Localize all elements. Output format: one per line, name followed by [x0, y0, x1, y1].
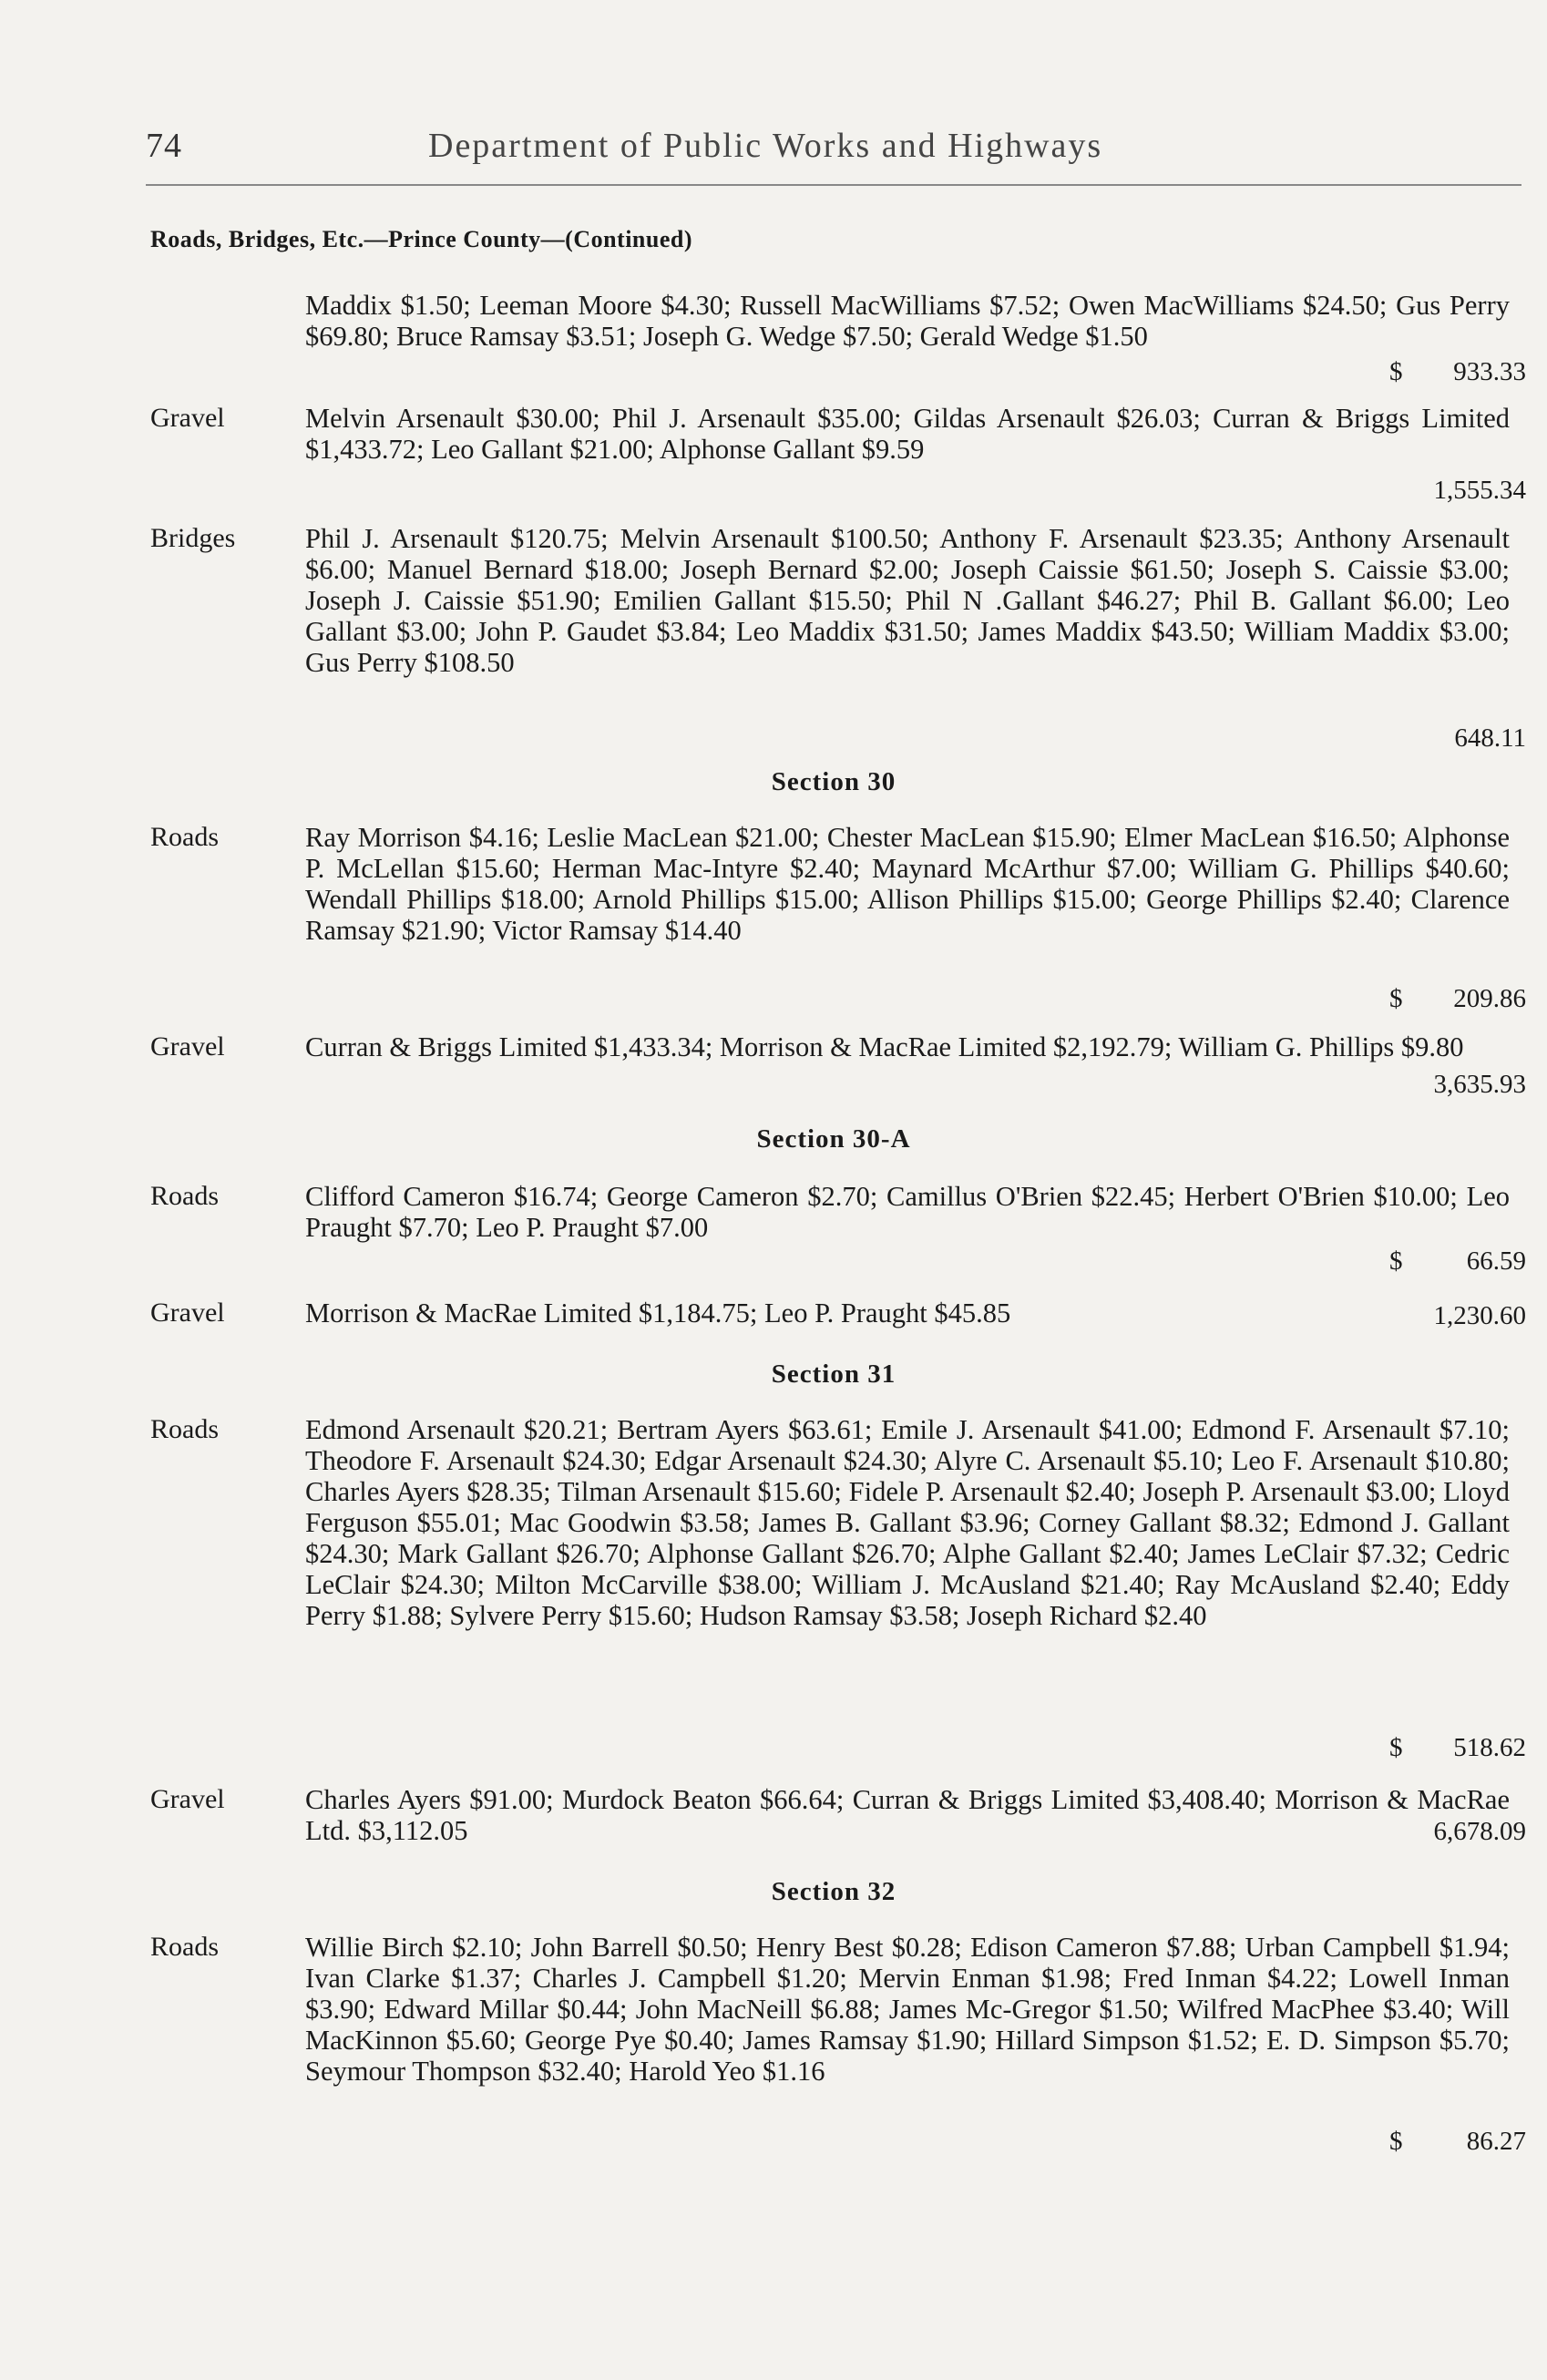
running-title: Department of Public Works and Highways	[428, 127, 1103, 165]
entry-text: Phil J. Arsenault $120.75; Melvin Arsenault $100.50; Anthony F. Arsenault $23.35; Anthony Arsenault $6.00; Manuel Bernard $18.00; Joseph Bernard $2.00; Joseph Caissie $61.50; Joseph S. Caissie $3.00; Joseph J. Caissie $51.90; Emilien Gallant $15.50; Phil N .Gallant $46.27; Phil B. Gallant $6.00; Leo Gallant $3.00; John P. Gaudet $3.84; Leo Maddix $31.50; James Maddix $43.50; William Maddix $3.00; Gus Perry $108.50	[305, 523, 1510, 678]
entry-amount: 648.11	[1454, 723, 1526, 753]
entry-category: Roads	[150, 1414, 219, 1444]
entry-amount: 209.86	[1453, 984, 1526, 1013]
header-rule	[146, 184, 1521, 186]
entry-category: Roads	[150, 1932, 219, 1962]
entry-amount: 1,555.34	[1433, 476, 1526, 505]
page-header	[146, 126, 1521, 171]
entry-text: Ray Morrison $4.16; Leslie MacLean $21.00; Chester MacLean $15.90; Elmer MacLean $16.50; Alphonse P. McLellan $15.60; Herman Mac-Intyre $2.40; Maynard McArthur $7.00; William G. Phillips $40.60; Wendall Phillips $18.00; Arnold Phillips $15.00; Allison Phillips $15.00; George Phillips $2.40; Clarence Ramsay $21.90; Victor Ramsay $14.40	[305, 822, 1510, 946]
entry-amount: 933.33	[1453, 357, 1526, 386]
dollar-sign: $	[1389, 1246, 1403, 1276]
entry-text: Clifford Cameron $16.74; George Cameron $2.70; Camillus O'Brien $22.45; Herbert O'Brien $10.00; Leo Praught $7.70; Leo P. Praught $7.00	[305, 1181, 1510, 1243]
entry-category: Roads	[150, 822, 219, 852]
entry-category: Gravel	[150, 403, 225, 433]
entry-text: Melvin Arsenault $30.00; Phil J. Arsenault $35.00; Gildas Arsenault $26.03; Curran & Briggs Limited $1,433.72; Leo Gallant $21.00; Alphonse Gallant $9.59	[305, 403, 1510, 465]
dollar-sign: $	[1389, 984, 1403, 1013]
entry-text: Morrison & MacRae Limited $1,184.75; Leo P. Praught $45.85	[305, 1298, 1011, 1328]
entry-amount: 6,678.09	[1433, 1817, 1526, 1846]
entry-category: Gravel	[150, 1031, 225, 1062]
dollar-sign: $	[1389, 1733, 1403, 1762]
section-heading: Section 32	[771, 1877, 896, 1906]
entry-amount: 1,230.60	[1433, 1301, 1526, 1330]
entry-amount: 66.59	[1466, 1246, 1526, 1276]
entry-amount: 3,635.93	[1433, 1070, 1526, 1099]
entry-category: Gravel	[150, 1298, 225, 1328]
dollar-sign: $	[1389, 2127, 1403, 2156]
entry-category: Gravel	[150, 1784, 225, 1814]
section-heading: Section 30-A	[756, 1124, 911, 1154]
section-heading: Section 31	[771, 1359, 896, 1389]
entry-text: Charles Ayers $91.00; Murdock Beaton $66.64; Curran & Briggs Limited $3,408.40; Morrison & MacRae Ltd. $3,112.05	[305, 1784, 1510, 1846]
entry-text: Maddix $1.50; Leeman Moore $4.30; Russell MacWilliams $7.52; Owen MacWilliams $24.50; Gus Perry $69.80; Bruce Ramsay $3.51; Joseph G. Wedge $7.50; Gerald Wedge $1.50	[305, 290, 1510, 352]
page-heading: Roads, Bridges, Etc.—Prince County—(Continued)	[150, 226, 693, 252]
page-number: 74	[146, 127, 182, 165]
entry-amount: 518.62	[1453, 1733, 1526, 1762]
entry-category: Bridges	[150, 523, 236, 553]
dollar-sign: $	[1389, 357, 1403, 386]
entry-text: Edmond Arsenault $20.21; Bertram Ayers $63.61; Emile J. Arsenault $41.00; Edmond F. Arsenault $7.10; Theodore F. Arsenault $24.30; Edgar Arsenault $24.30; Alyre C. Arsenault $5.10; Leo F. Arsenault $10.80; Charles Ayers $28.35; Tilman Arsenault $15.60; Fidele P. Arsenault $2.40; Joseph P. Arsenault $3.00; Lloyd Ferguson $55.01; Mac Goodwin $3.58; James B. Gallant $3.96; Corney Gallant $8.32; Edmond J. Gallant $24.30; Mark Gallant $26.70; Alphonse Gallant $26.70; Alphe Gallant $2.40; James LeClair $7.32; Cedric LeClair $24.30; Milton McCarville $38.00; William J. McAusland $21.40; Ray McAusland $2.40; Eddy Perry $1.88; Sylvere Perry $15.60; Hudson Ramsay $3.58; Joseph Richard $2.40	[305, 1414, 1510, 1631]
entry-text: Willie Birch $2.10; John Barrell $0.50; Henry Best $0.28; Edison Cameron $7.88; Urban Campbell $1.94; Ivan Clarke $1.37; Charles J. Campbell $1.20; Mervin Enman $1.98; Fred Inman $4.22; Lowell Inman $3.90; Edward Millar $0.44; John MacNeill $6.88; James Mc-Gregor $1.50; Wilfred MacPhee $3.40; Will MacKinnon $5.60; George Pye $0.40; James Ramsay $1.90; Hillard Simpson $1.52; E. D. Simpson $5.70; Seymour Thompson $32.40; Harold Yeo $1.16	[305, 1932, 1510, 2087]
entry-category: Roads	[150, 1181, 219, 1211]
entry-text: Curran & Briggs Limited $1,433.34; Morrison & MacRae Limited $2,192.79; William G. Phillips $9.80	[305, 1031, 1464, 1062]
section-heading: Section 30	[771, 767, 896, 796]
entry-amount: 86.27	[1466, 2127, 1526, 2156]
